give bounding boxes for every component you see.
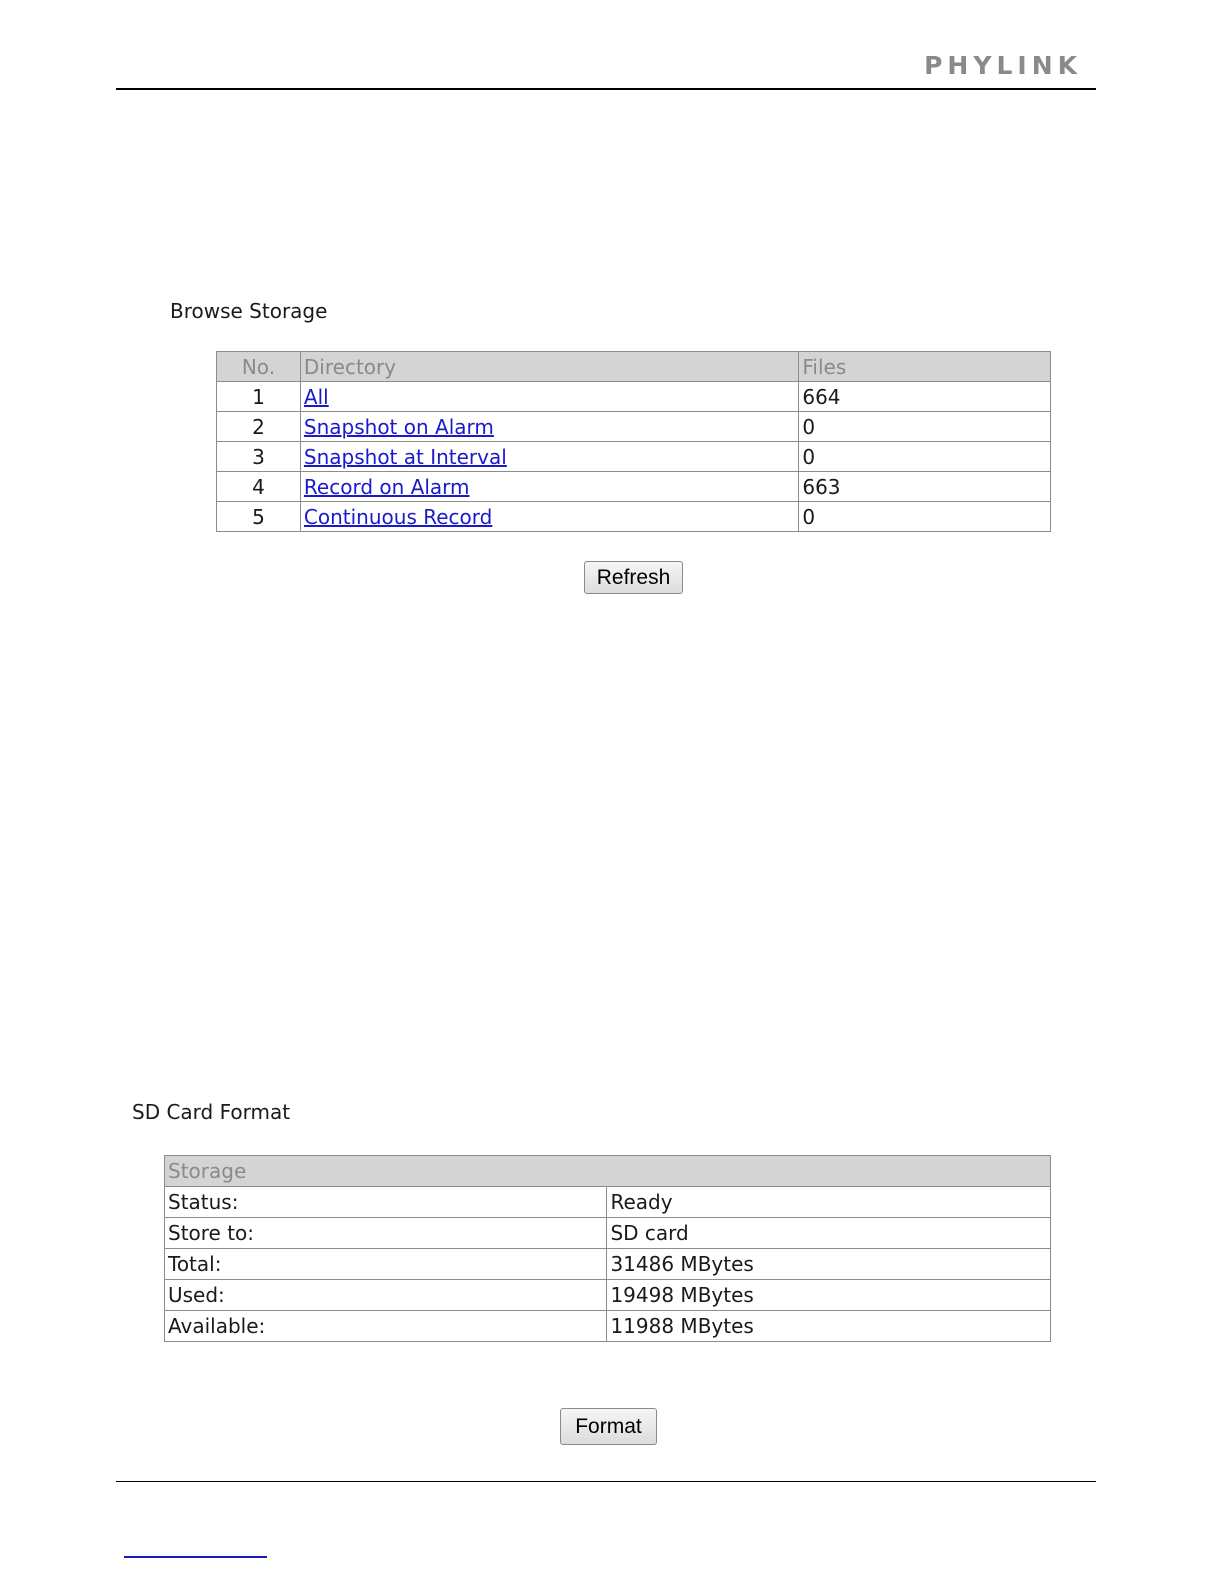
row-number: 4 (217, 472, 301, 502)
table-row (217, 382, 1051, 412)
directory-link-snapshot-on-alarm[interactable]: Snapshot on Alarm (303, 414, 494, 439)
store-to-value: SD card (607, 1218, 1051, 1249)
directory-cell (300, 442, 798, 472)
phylink-logo: PHYLINK (924, 51, 1082, 80)
directory-cell (300, 472, 798, 502)
storage-info-table (164, 1155, 1051, 1342)
directory-link-record-on-alarm[interactable]: Record on Alarm (303, 474, 470, 499)
table-row (217, 442, 1051, 472)
available-value: 11988 MBytes (607, 1311, 1051, 1342)
files-count: 0 (799, 502, 1051, 532)
files-count: 663 (799, 472, 1051, 502)
storage-header: Storage (165, 1156, 1051, 1187)
row-number: 1 (217, 382, 301, 412)
table-row (217, 502, 1051, 532)
table-row (217, 412, 1051, 442)
status-label: Status: (165, 1187, 607, 1218)
directory-cell (300, 502, 798, 532)
header-divider (116, 88, 1096, 90)
row-number: 5 (217, 502, 301, 532)
column-header-directory: Directory (300, 352, 798, 382)
column-header-no: No. (217, 352, 301, 382)
table-row (165, 1249, 1051, 1280)
row-number: 3 (217, 442, 301, 472)
files-count: 664 (799, 382, 1051, 412)
footer-divider (116, 1481, 1096, 1482)
used-value: 19498 MBytes (607, 1280, 1051, 1311)
files-count: 0 (799, 442, 1051, 472)
table-row (165, 1311, 1051, 1342)
directory-link-snapshot-at-interval[interactable]: Snapshot at Interval (303, 444, 507, 469)
browse-storage-title: Browse Storage (170, 299, 328, 323)
store-to-label: Store to: (165, 1218, 607, 1249)
total-label: Total: (165, 1249, 607, 1280)
sd-card-format-title: SD Card Format (132, 1100, 291, 1124)
status-value: Ready (607, 1187, 1051, 1218)
refresh-button[interactable]: Refresh (584, 561, 683, 594)
format-button[interactable]: Format (560, 1408, 657, 1445)
directory-cell (300, 412, 798, 442)
directory-cell (300, 382, 798, 412)
row-number: 2 (217, 412, 301, 442)
table-header-row (165, 1156, 1051, 1187)
column-header-files: Files (799, 352, 1051, 382)
table-row (165, 1187, 1051, 1218)
directory-link-all[interactable]: All (303, 384, 329, 409)
table-header-row (217, 352, 1051, 382)
browse-storage-table (216, 351, 1051, 532)
table-row (165, 1218, 1051, 1249)
table-row (165, 1280, 1051, 1311)
available-label: Available: (165, 1311, 607, 1342)
total-value: 31486 MBytes (607, 1249, 1051, 1280)
used-label: Used: (165, 1280, 607, 1311)
table-row (217, 472, 1051, 502)
footer-link-underline (124, 1556, 267, 1558)
files-count: 0 (799, 412, 1051, 442)
directory-link-continuous-record[interactable]: Continuous Record (303, 504, 493, 529)
